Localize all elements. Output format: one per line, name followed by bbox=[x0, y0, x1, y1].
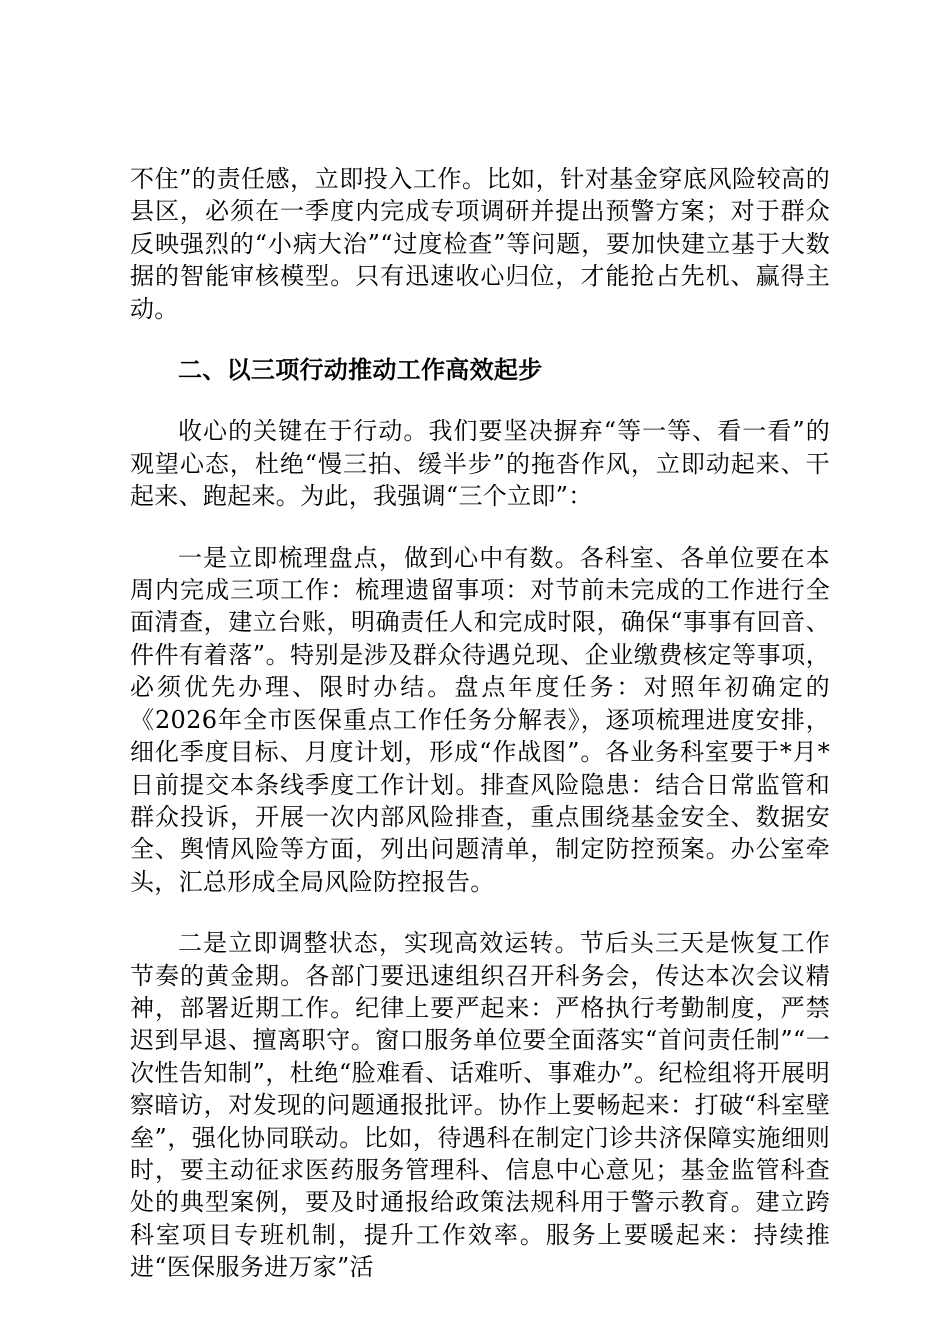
paragraph-continued: 不住”的责任感，立即投入工作。比如，针对基金穿底风险较高的县区，必须在一季度内完成专项调研并提出预警方案；对于群众反映强烈的“小病大治”“过度检查”等问题，要加快建立基于大数据的智能审核模型。只有迅速收心归位，才能抢占先机、赢得主动。 bbox=[130, 165, 830, 323]
section-heading: 二、以三项行动推动工作高效起步 bbox=[178, 356, 543, 385]
document-page bbox=[130, 163, 830, 1284]
paragraph-intro: 收心的关键在于行动。我们要坚决摒弃“等一等、看一看”的观望心态，杜绝“慢三拍、缓半步”的拖沓作风，立即动起来、干起来、跑起来。为此，我强调“三个立即”： bbox=[130, 417, 830, 511]
paragraph-second-action: 二是立即调整状态，实现高效运转。节后头三天是恢复工作节奏的黄金期。各部门要迅速组织召开科务会，传达本次会议精神，部署近期工作。纪律上要严起来：严格执行考勤制度，严禁迟到早退、擅离职守。窗口服务单位要全面落实“首问责任制”“一次性告知制”，杜绝“脸难看、话难听、事难办”。纪检组将开展明察暗访，对发现的问题通报批评。协作上要畅起来：打破“科室壁垒”，强化协同联动。比如，待遇科在制定门诊共济保障实施细则时，要主动征求医药服务管理科、信息中心意见；基金监管科查处的典型案例，要及时通报给政策法规科用于警示教育。建立跨科室项目专班机制，提升工作效率。服务上要暖起来：持续推进“医保服务进万家”活 bbox=[130, 929, 830, 1282]
paragraph-first-action: 一是立即梳理盘点，做到心中有数。各科室、各单位要在本周内完成三项工作：梳理遗留事项：对节前未完成的工作进行全面清查，建立台账，明确责任人和完成时限，确保“事事有回音、件件有着落”。特别是涉及群众待遇兑现、企业缴费核定等事项，必须优先办理、限时办结。盘点年度任务：对照年初确定的《2026年全市医保重点工作任务分解表》，逐项梳理进度安排，细化季度目标、月度计划，形成“作战图”。各业务科室要于*月*日前提交本条线季度工作计划。排查风险隐患：结合日常监管和群众投诉，开展一次内部风险排查，重点围绕基金安全、数据安全、舆情风险等方面，列出问题清单，制定防控预案。办公室牵头，汇总形成全局风险防控报告。 bbox=[130, 543, 830, 896]
